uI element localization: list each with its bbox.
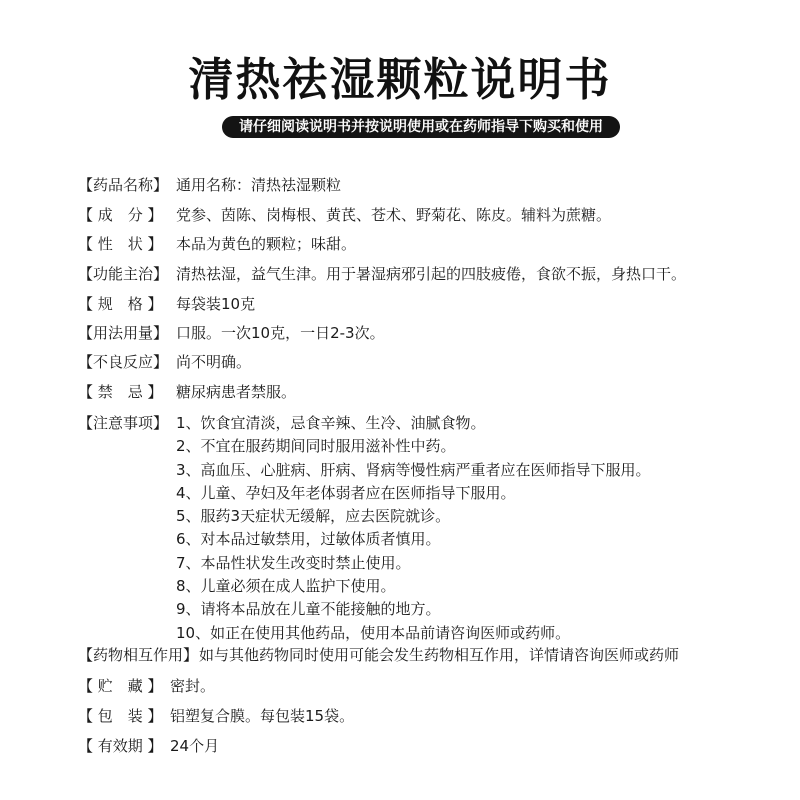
field-value: 每袋装10克 [176, 295, 256, 313]
field-value: 糖尿病患者禁服。 [176, 383, 297, 401]
field-label: 【药物相互作用】 [78, 646, 199, 664]
field-value: 密封。 [170, 677, 216, 695]
field-label: 【 性 状 】 [78, 235, 163, 253]
field-label: 【注意事项】 [78, 414, 169, 432]
field-label: 【 有效期 】 [78, 737, 163, 755]
precaution-item: 4、儿童、孕妇及年老体弱者应在医师指导下服用。 [176, 483, 516, 502]
field-label: 【 成 分 】 [78, 206, 163, 224]
precaution-item: 10、如正在使用其他药品，使用本品前请咨询医师或药师。 [176, 623, 571, 642]
precaution-item: 2、不宜在服药期间同时服用滋补性中药。 [176, 437, 456, 456]
document-title: 清热祛湿颗粒说明书 [188, 53, 612, 106]
field-value: 清热祛湿，益气生津。用于暑湿病邪引起的四肢疲倦，食欲不振，身热口干。 [176, 265, 687, 283]
field-value: 口服。一次10克，一日2-3次。 [176, 324, 385, 342]
field-label: 【用法用量】 [78, 324, 169, 342]
precaution-item: 5、服药3天症状无缓解，应去医院就诊。 [176, 507, 451, 526]
field-value: 铝塑复合膜。每包装15袋。 [170, 707, 355, 725]
field-label: 【 包 装 】 [78, 707, 163, 725]
precaution-item: 1、饮食宜清淡，忌食辛辣、生冷、油腻食物。 [176, 414, 486, 432]
precaution-item: 7、本品性状发生改变时禁止使用。 [176, 553, 411, 572]
precautions-list [176, 412, 651, 645]
instruction-banner: 请仔细阅读说明书并按说明使用或在药师指导下购买和使用 [222, 116, 620, 138]
field-label: 【 贮 藏 】 [78, 677, 163, 695]
field-value: 尚不明确。 [176, 353, 252, 371]
field-value: 通用名称：清热祛湿颗粒 [176, 176, 342, 194]
precaution-item: 8、儿童必须在成人监护下使用。 [176, 577, 396, 596]
field-label: 【 禁 忌 】 [78, 383, 163, 401]
field-label: 【不良反应】 [78, 353, 169, 371]
field-label: 【药品名称】 [78, 176, 169, 194]
field-value: 本品为黄色的颗粒；味甜。 [176, 235, 357, 253]
field-label: 【功能主治】 [78, 265, 169, 283]
field-value: 24个月 [170, 737, 220, 755]
field-value: 如与其他药物同时使用可能会发生药物相互作用，详情请咨询医师或药师 [199, 646, 680, 664]
precaution-item: 9、请将本品放在儿童不能接触的地方。 [176, 600, 441, 619]
field-label: 【 规 格 】 [78, 295, 163, 313]
precaution-item: 6、对本品过敏禁用，过敏体质者慎用。 [176, 530, 441, 549]
precaution-item: 3、高血压、心脏病、肝病、肾病等慢性病严重者应在医师指导下服用。 [176, 460, 651, 479]
field-value: 党参、茵陈、岗梅根、黄芪、苍术、野菊花、陈皮。辅料为蔗糖。 [176, 206, 612, 224]
